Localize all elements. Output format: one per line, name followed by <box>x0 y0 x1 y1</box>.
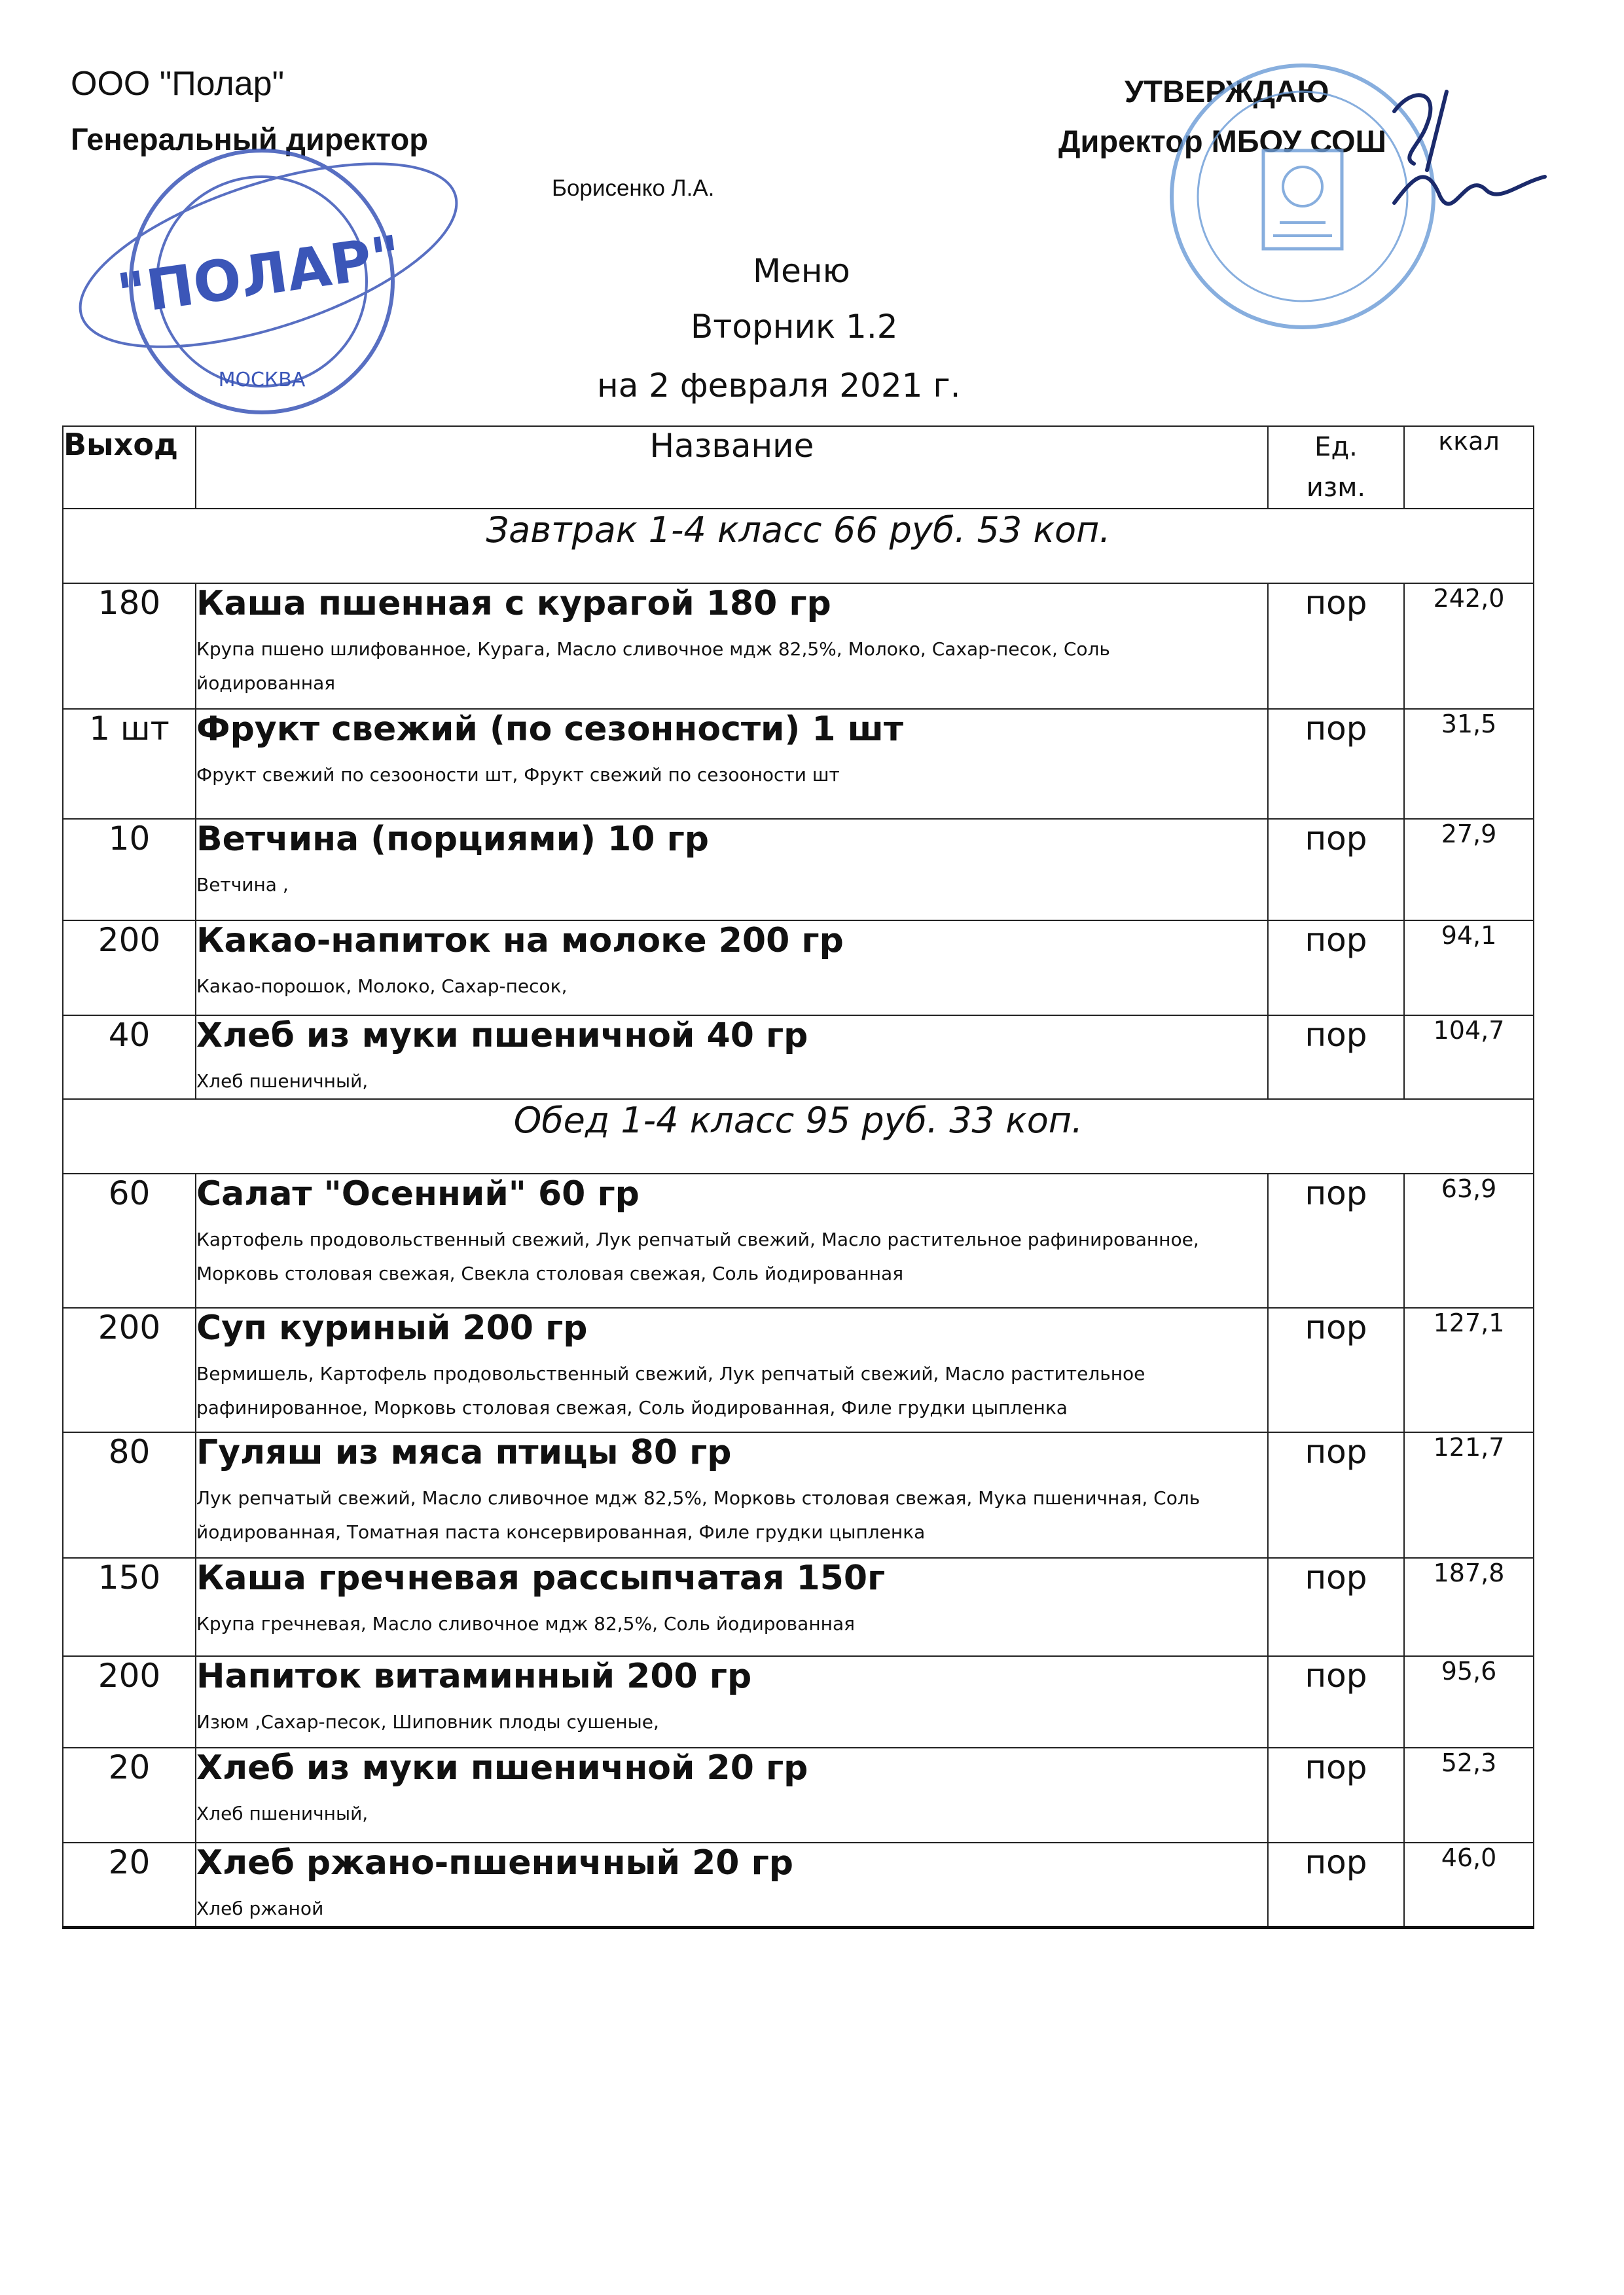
cell-unit: пор <box>1268 1843 1404 1928</box>
menu-day: Вторник 1.2 <box>691 308 898 346</box>
table-row <box>63 819 1534 920</box>
cell-unit: пор <box>1268 583 1404 709</box>
cell-name <box>196 920 1268 1015</box>
cell-name <box>196 1656 1268 1748</box>
menu-title: Меню <box>753 252 850 290</box>
table-row <box>63 1015 1534 1099</box>
cell-unit: пор <box>1268 709 1404 819</box>
table-row <box>63 1432 1534 1558</box>
cell-unit: пор <box>1268 1748 1404 1843</box>
dish-name: Хлеб из муки пшеничной 20 гр <box>196 1748 808 1788</box>
column-header-unit <box>1268 426 1404 509</box>
cell-output: 200 <box>63 1656 196 1748</box>
cell-output: 20 <box>63 1843 196 1928</box>
dish-name: Какао-напиток на молоке 200 гр <box>196 921 844 960</box>
general-director-title: Генеральный директор <box>71 122 428 156</box>
dish-ingredients: Хлеб пшеничный, <box>196 1070 369 1092</box>
table-header-row <box>63 426 1534 509</box>
cell-output: 180 <box>63 583 196 709</box>
dish-ingredients: Крупа гречневая, Масло сливочное мдж 82,5%, Соль йодированная <box>196 1613 855 1635</box>
cell-kcal: 95,6 <box>1404 1656 1534 1748</box>
cell-output: 20 <box>63 1748 196 1843</box>
dish-ingredients: Картофель продовольственный свежий, Лук репчатый свежий, Масло растительное рафинированное, Морковь столовая свежая, Свекла столовая свежая, Соль йодированная <box>196 1229 1199 1284</box>
cell-name <box>196 1308 1268 1432</box>
cell-name <box>196 1558 1268 1656</box>
cell-unit: пор <box>1268 1432 1404 1558</box>
dish-ingredients: Крупа пшено шлифованное, Курага, Масло сливочное мдж 82,5%, Молоко, Сахар-песок, Соль йодированная <box>196 638 1110 694</box>
dish-ingredients: Какао-порошок, Молоко, Сахар-песок, <box>196 975 568 997</box>
cell-kcal: 127,1 <box>1404 1308 1534 1432</box>
cell-output: 10 <box>63 819 196 920</box>
table-row <box>63 583 1534 709</box>
cell-unit: пор <box>1268 1308 1404 1432</box>
column-header-unit-line2: изм. <box>1306 473 1366 503</box>
cell-name <box>196 583 1268 709</box>
cell-name <box>196 1174 1268 1308</box>
cell-kcal: 31,5 <box>1404 709 1534 819</box>
table-row <box>63 1656 1534 1748</box>
cell-output: 40 <box>63 1015 196 1099</box>
dish-name: Хлеб из муки пшеничной 40 гр <box>196 1016 808 1055</box>
stamp-company-text: "ПОЛАР" <box>113 223 405 329</box>
table-row <box>63 1308 1534 1432</box>
approver-signature-icon <box>1368 72 1551 242</box>
cell-kcal: 63,9 <box>1404 1174 1534 1308</box>
table-row <box>63 709 1534 819</box>
cell-output: 200 <box>63 920 196 1015</box>
signatory-name: Борисенко Л.А. <box>552 175 715 201</box>
section-title: Обед 1-4 класс 95 руб. 33 коп. <box>63 1099 1534 1174</box>
dish-ingredients: Лук репчатый свежий, Масло сливочное мдж 82,5%, Морковь столовая свежая, Мука пшеничная, Соль йодированная, Томатная паста консервированная, Филе грудки цыпленка <box>196 1487 1200 1543</box>
cell-kcal: 242,0 <box>1404 583 1534 709</box>
cell-kcal: 94,1 <box>1404 920 1534 1015</box>
dish-name: Гуляш из мяса птицы 80 гр <box>196 1433 732 1472</box>
cell-kcal: 121,7 <box>1404 1432 1534 1558</box>
dish-ingredients: Хлеб пшеничный, <box>196 1803 369 1824</box>
organization-name: ООО "Полар" <box>71 65 285 103</box>
table-row <box>63 920 1534 1015</box>
cell-kcal: 187,8 <box>1404 1558 1534 1656</box>
dish-ingredients: Ветчина , <box>196 874 289 895</box>
table-row <box>63 1558 1534 1656</box>
section-title: Завтрак 1-4 класс 66 руб. 53 коп. <box>63 509 1534 583</box>
cell-output: 1 шт <box>63 709 196 819</box>
table-row <box>63 1748 1534 1843</box>
dish-name: Каша гречневая рассыпчатая 150г <box>196 1559 886 1598</box>
table-row <box>63 1843 1534 1928</box>
approver-title: Директор МБОУ СОШ <box>1058 124 1386 158</box>
menu-date: на 2 февраля 2021 г. <box>597 367 961 405</box>
stamp-city-text: МОСКВА <box>218 369 306 391</box>
table-row <box>63 1174 1534 1308</box>
cell-output: 80 <box>63 1432 196 1558</box>
column-header-kcal: ккал <box>1404 426 1534 509</box>
cell-kcal: 27,9 <box>1404 819 1534 920</box>
dish-name: Каша пшенная с курагой 180 гр <box>196 584 831 623</box>
dish-name: Салат "Осенний" 60 гр <box>196 1174 640 1214</box>
dish-ingredients: Изюм ,Сахар-песок, Шиповник плоды сушеные, <box>196 1711 659 1733</box>
company-stamp-icon <box>52 98 458 458</box>
cell-unit: пор <box>1268 819 1404 920</box>
dish-name: Ветчина (порциями) 10 гр <box>196 820 709 859</box>
column-header-unit-line1: Ед. <box>1314 432 1358 462</box>
cell-name <box>196 1015 1268 1099</box>
dish-name: Фрукт свежий (по сезонности) 1 шт <box>196 710 903 749</box>
column-header-name: Название <box>196 426 1268 509</box>
cell-output: 150 <box>63 1558 196 1656</box>
cell-unit: пор <box>1268 1015 1404 1099</box>
cell-name <box>196 1748 1268 1843</box>
cell-name <box>196 819 1268 920</box>
cell-kcal: 104,7 <box>1404 1015 1534 1099</box>
dish-ingredients: Хлеб ржаной <box>196 1898 324 1919</box>
cell-name <box>196 1843 1268 1928</box>
dish-ingredients: Вермишель, Картофель продовольственный свежий, Лук репчатый свежий, Масло растительное рафинированное, Морковь столовая свежая, Соль йодированная, Филе грудки цыпленка <box>196 1363 1146 1419</box>
cell-unit: пор <box>1268 1174 1404 1308</box>
cell-name <box>196 1432 1268 1558</box>
column-header-output: Выход <box>63 426 196 509</box>
cell-unit: пор <box>1268 1558 1404 1656</box>
dish-name: Хлеб ржано-пшеничный 20 гр <box>196 1843 793 1883</box>
cell-kcal: 52,3 <box>1404 1748 1534 1843</box>
approval-label: УТВЕРЖДАЮ <box>1125 74 1329 109</box>
cell-name <box>196 709 1268 819</box>
cell-output: 60 <box>63 1174 196 1308</box>
section-row <box>63 509 1534 583</box>
cell-unit: пор <box>1268 920 1404 1015</box>
cell-unit: пор <box>1268 1656 1404 1748</box>
cell-output: 200 <box>63 1308 196 1432</box>
dish-name: Суп куриный 200 гр <box>196 1309 588 1348</box>
section-row <box>63 1099 1534 1174</box>
dish-name: Напиток витаминный 200 гр <box>196 1657 752 1696</box>
dish-ingredients: Фрукт свежий по сезооности шт, Фрукт свежий по сезооности шт <box>196 764 840 786</box>
menu-table <box>62 425 1534 1929</box>
cell-kcal: 46,0 <box>1404 1843 1534 1928</box>
